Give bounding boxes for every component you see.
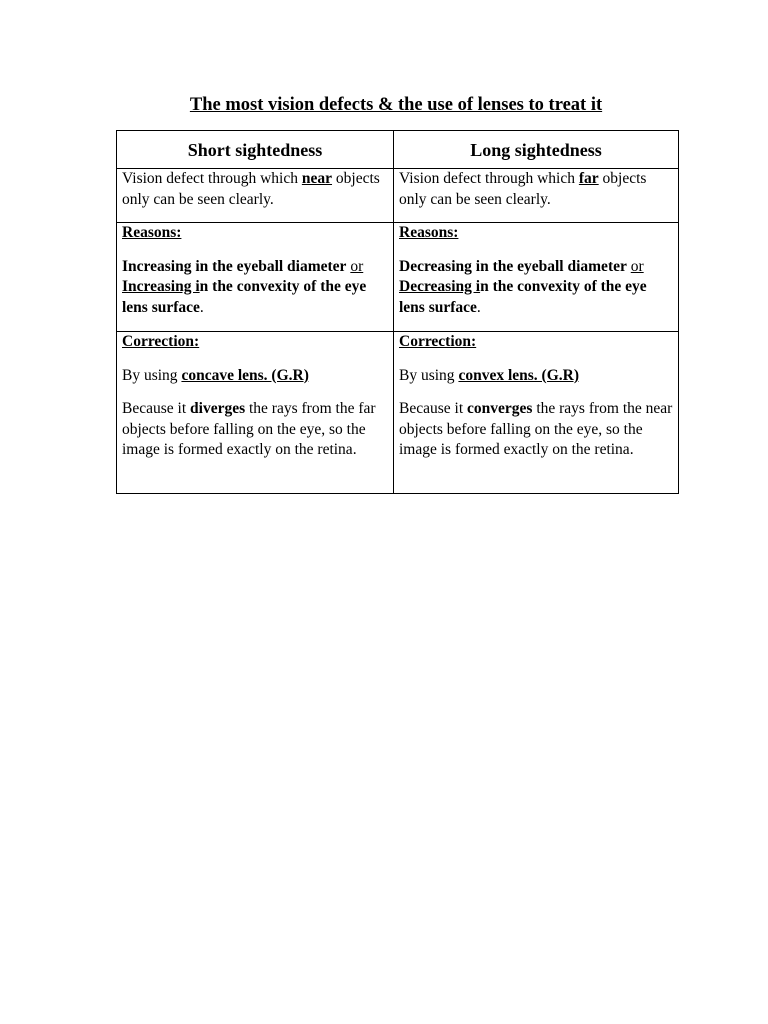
short-definition-cell [117,169,394,223]
long-reason-end: . [476,298,481,316]
table-header-row [117,131,679,169]
long-correction-label: Correction: [399,333,477,350]
short-reasons-label: Reasons: [122,224,182,241]
long-reason-part2: Decreasing i [399,278,481,295]
short-explanation-rest: the rays from the far objects before falling on the eye, so the image is formed exactly on the retina. [122,400,376,458]
short-reason-part1: Increasing in the eyeball diameter [122,257,347,275]
definition-row [117,169,679,223]
long-reason-part3: n the convexity of the eye lens surface [399,278,647,316]
long-lens-name: convex lens. (G.R) [458,366,579,384]
short-definition-text: Vision defect through which [122,170,302,187]
short-reason-part3: n the convexity of the eye lens surface [122,278,367,316]
short-reasons-text [122,257,388,319]
long-reason-part1: Decreasing in the eyeball diameter [399,257,627,275]
long-definition-keyword: far [578,170,599,187]
long-definition-text: Vision defect through which [399,170,579,187]
header-short-sightedness: Short sightedness [117,131,394,169]
long-definition-rest: objects only can be seen clearly. [399,170,647,208]
long-definition-cell [394,169,679,223]
short-reason-part2: Increasing i [122,278,200,295]
long-correction-cell [394,332,679,494]
reasons-row [117,223,679,332]
long-using-text: By using [399,366,459,384]
short-reason-or: or [350,257,364,275]
short-using-text: By using [122,366,182,384]
short-definition-keyword: near [301,170,333,187]
long-reason-or: or [630,257,644,275]
long-reasons-label: Reasons: [399,224,459,241]
short-correction-cell [117,332,394,494]
header-long-sightedness: Long sightedness [394,131,679,169]
correction-row [117,332,679,494]
short-correction-lens [122,366,388,387]
long-verb: converges [467,400,533,417]
long-because-text: Because it [399,400,468,417]
comparison-table [116,130,679,494]
short-correction-explanation [122,399,388,461]
long-reasons-cell [394,223,679,332]
short-correction-label: Correction: [122,333,200,350]
short-definition-rest: objects only can be seen clearly. [122,170,380,208]
short-verb: diverges [190,400,246,417]
short-because-text: Because it [122,400,191,417]
document-title: The most vision defects & the use of lenses to treat it [189,95,603,115]
short-lens-name: concave lens. (G.R) [181,366,309,384]
long-correction-lens [399,366,673,387]
short-reasons-cell [117,223,394,332]
long-reasons-text [399,257,673,319]
long-correction-explanation [399,399,673,461]
short-reason-end: . [199,298,204,316]
long-explanation-rest: the rays from the near objects before falling on the eye, so the image is formed exactly on the retina. [399,400,673,458]
